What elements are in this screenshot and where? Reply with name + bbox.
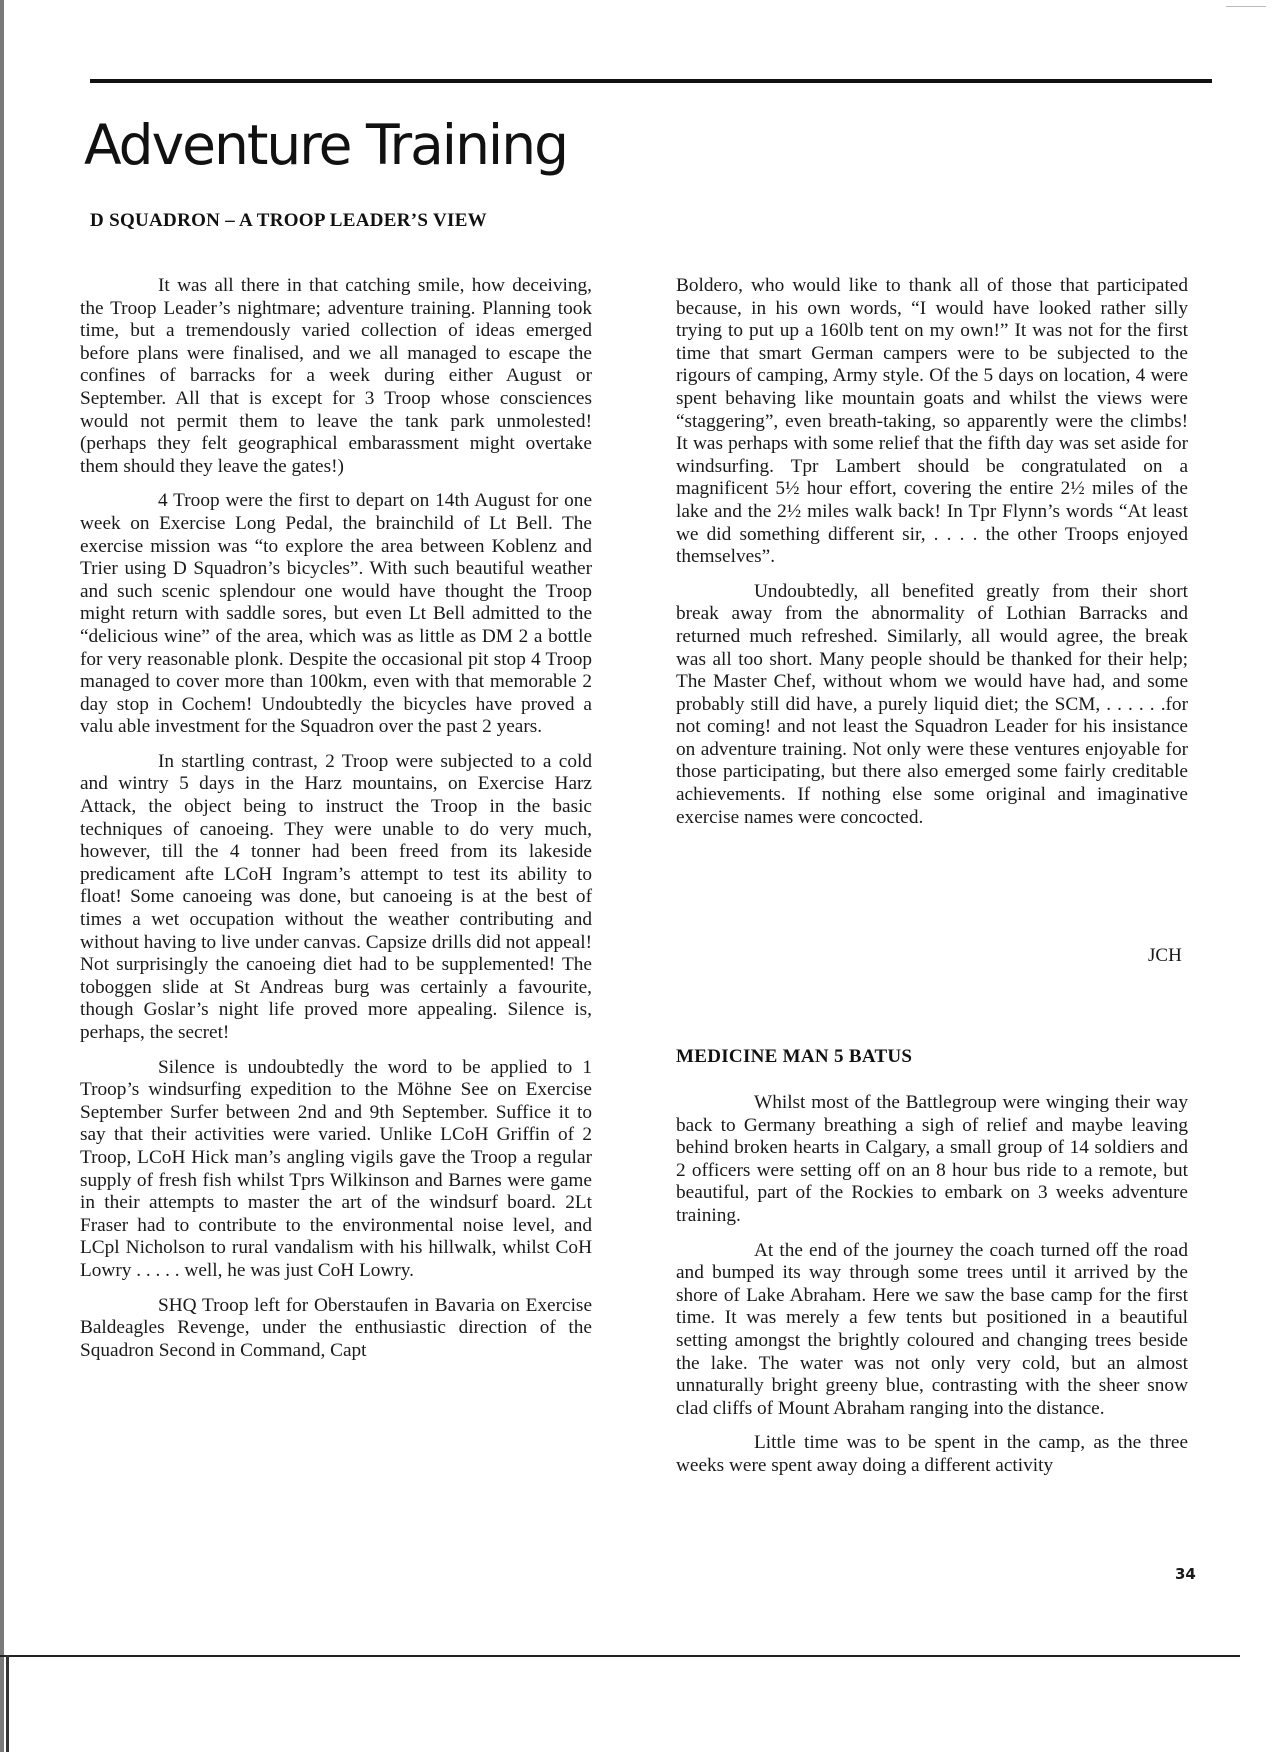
author-signature: JCH <box>1148 945 1182 966</box>
top-rule <box>90 79 1212 83</box>
left-column <box>80 275 592 1374</box>
paragraph: Undoubtedly, all benefited greatly from their short break away from the abnormality of Lothian Barracks and returned much refreshed. Similarly, all would agree, the break was all too short. Many people should be thanked for their help; The Master Chef, without whom we would have had, and some probably still did have, a purely liquid diet; the SCM, . . . . . .for not coming! and not least the Squadron Leader for his insistance on adventure training. Not only were these ventures enjoyable for those participating, but there also emerged some fairly creditable achievements. If nothing else some original and imaginative exercise names were concocted. <box>676 580 1188 828</box>
paragraph: It was all there in that catching smile, how deceiving, the Troop Leader’s nightmare; adventure training. Planning took time, but a tremendously varied collection of ideas emerged before plans were finalised, and we all managed to escape the confines of barracks for a week during either August or September. All that is except for 3 Troop whose consciences would not permit them to leave the tank park unmolested! (perhaps they felt geographical embarassment might overtake them should they leave the gates!) <box>80 275 592 477</box>
corner-mark <box>1226 6 1266 7</box>
paragraph: Silence is undoubtedly the word to be applied to 1 Troop’s windsurfing expedition to the Möhne See on Exercise September Surfer between 2nd and 9th September. Suffice it to say that their activities were varied. Unlike LCoH Griffin of 2 Troop, LCoH Hick man’s angling vigils gave the Troop a regular supply of fresh fish whilst Tprs Wilkinson and Barnes were game in their attempts to master the art of the windsurf board. 2Lt Fraser had to contribute to the environmental noise level, and LCpl Nicholson to rural vandalism with his hillwalk, whilst CoH Lowry . . . . . well, he was just CoH Lowry. <box>80 1056 592 1281</box>
bottom-rule <box>0 1655 1240 1657</box>
page-title: Adventure Training <box>84 113 567 177</box>
article-heading-d-squadron: D SQUADRON – A TROOP LEADER’S VIEW <box>90 210 487 231</box>
paragraph: Boldero, who would like to thank all of those that participated because, in his own words, “I would have looked rather silly trying to put up a 160lb tent on my own!” It was not for the first time that smart German campers were to be subjected to the rigours of camping, Army style. Of the 5 days on location, 4 were spent behaving like mountain goats and whilst the views were “staggering”, even breath-taking, so apparently were the climbs! It was perhaps with some relief that the fifth day was set aside for windsurfing. Tpr Lambert should be congratulated on a magnificent 5½ hour effort, covering the entire 2½ miles of the lake and the 2½ miles walk back! In Tpr Flynn’s words “At least we did something different sir, . . . . the other Troops enjoyed themselves”. <box>676 275 1188 568</box>
paragraph: Little time was to be spent in the camp, as the three weeks were spent away doing a different activity <box>676 1432 1188 1476</box>
right-column-bottom <box>676 1092 1188 1490</box>
article-heading-medicine-man: MEDICINE MAN 5 BATUS <box>676 1046 913 1067</box>
paragraph: At the end of the journey the coach turned off the road and bumped its way through some trees until it arrived by the shore of Lake Abraham. Here we saw the base camp for the first time. It was merely a few tents but positioned in a beautiful setting amongst the brightly coloured and changing trees beside the lake. The water was not only very cold, but an almost unnaturally bright greeny blue, contrasting with the sheer snow clad cliffs of Mount Abraham ranging into the distance. <box>676 1239 1188 1419</box>
paragraph: SHQ Troop left for Oberstaufen in Bavaria on Exercise Baldeagles Revenge, under the enthusiastic direction of the Squadron Second in Command, Capt <box>80 1294 592 1361</box>
binding-edge <box>6 1655 9 1752</box>
page-edge-shadow <box>0 0 4 1752</box>
paragraph: Whilst most of the Battlegroup were winging their way back to Germany breathing a sigh of relief and maybe leaving behind broken hearts in Calgary, a small group of 14 soldiers and 2 officers were setting off on an 8 hour bus ride to a remote, but beautiful, part of the Rockies to embark on 3 weeks adventure training. <box>676 1092 1188 1226</box>
paragraph: 4 Troop were the first to depart on 14th August for one week on Exercise Long Pedal, the brainchild of Lt Bell. The exercise mission was “to explore the area between Koblenz and Trier using D Squadron’s bicycles”. With such beautiful weather and such scenic splendour one would have thought the Troop might return with saddle sores, but even Lt Bell admitted to the “delicious wine” of the area, which was as little as DM 2 a bottle for very reasonable plonk. Despite the occasional pit stop 4 Troop managed to cover more than 100km, even with that memorable 2 day stop in Cochem! Undoubtedly the bicycles have proved a valu able investment for the Squadron over the past 2 years. <box>80 490 592 738</box>
page-number: 34 <box>1175 1565 1196 1583</box>
right-column-top <box>676 275 1188 841</box>
paragraph: In startling contrast, 2 Troop were subjected to a cold and wintry 5 days in the Harz mountains, on Exercise Harz Attack, the object being to instruct the Troop in the basic techniques of canoeing. They were unable to do very much, however, till the 4 tonner had been freed from its lakeside predicament afte LCoH Ingram’s attempt to test its ability to float! Some canoeing was done, but canoeing is at the best of times a wet occupation without the weather contributing and without having to live under canvas. Capsize drills did not appeal! Not surprisingly the canoeing diet had to be supplemented! The toboggen slide at St Andreas burg was certainly a favourite, though Goslar’s night life proved more appealing. Silence is, perhaps, the secret! <box>80 750 592 1043</box>
